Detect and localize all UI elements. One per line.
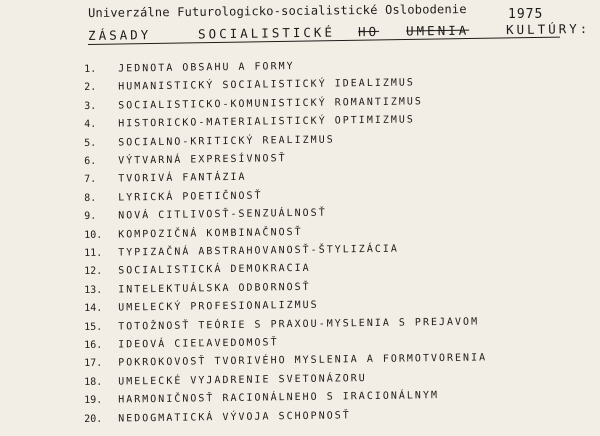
list-item xyxy=(84,293,319,315)
list-item-text: HARMONIČNOSŤ RACIONÁLNEHO S IRACIONÁLNYM xyxy=(118,390,440,406)
list-item-number: 11. xyxy=(84,247,103,259)
list-item-text: UMELECKÉ VYJADRENIE SVETONÁZORU xyxy=(118,372,367,388)
list-item xyxy=(84,403,351,423)
list-item-text: TOTOŽNOSŤ TEÓRIE S PRAXOU-MYSLENIA S PREJAVOM xyxy=(118,316,480,333)
title-part-socialisticke: SOCIALISTICKÉ xyxy=(197,24,336,42)
title-strikethrough-umenia: UMENIA xyxy=(405,22,470,39)
list-item xyxy=(84,220,303,239)
list-item-text: UMELECKÝ PROFESIONALIZMUS xyxy=(118,299,319,314)
list-item xyxy=(84,256,311,278)
list-item-text: NEDOGMATICKÁ VÝVOJA SCHOPNOSŤ xyxy=(118,409,351,425)
list-item-number: 2. xyxy=(84,82,97,94)
list-item xyxy=(84,146,287,165)
list-item-text: HISTORICKO-MATERIALISTICKÝ OPTIMIZMUS xyxy=(118,114,415,130)
list-item-text: POKROKOVOSŤ TVORIVÉHO MYSLENIA A FORMOTVORENIA xyxy=(118,352,488,369)
list-item xyxy=(84,54,295,73)
list-item-number: 6. xyxy=(84,155,97,167)
list-item-number: 17. xyxy=(84,358,103,370)
list-item xyxy=(84,108,415,129)
title-part-zasady: ZÁSADY xyxy=(88,27,152,43)
list-item-text: INTELEKTUÁLSKA ODBORNOSŤ xyxy=(118,281,311,296)
list-item xyxy=(84,366,367,386)
list-item xyxy=(84,127,335,149)
list-item-text: SOCIALISTICKO-KOMUNISTICKÝ ROMANTIZMUS xyxy=(118,96,423,112)
list-item-text: KOMPOZIČNÁ KOMBINAČNOSŤ xyxy=(118,226,303,241)
list-item xyxy=(84,330,279,349)
list-item-text: NOVÁ CITLIVOSŤ-SENZUÁLNOSŤ xyxy=(118,207,327,222)
list-item xyxy=(84,165,247,186)
list-item-number: 10. xyxy=(84,229,103,241)
list-item-number: 4. xyxy=(84,119,97,131)
list-item-text: SOCIALISTICKÁ DEMOKRACIA xyxy=(118,263,311,277)
title-strikethrough-ho: HO xyxy=(357,23,380,40)
list-item-text: IDEOVÁ CIEĽAVEDOMOSŤ xyxy=(118,337,279,351)
list-item-number: 5. xyxy=(84,137,97,149)
list-item-number: 1. xyxy=(84,63,97,75)
title-part-kultury: KULTÚRY: xyxy=(505,20,591,38)
list-item xyxy=(84,183,263,204)
list-item-number: 12. xyxy=(84,266,103,278)
list-item-number: 9. xyxy=(84,211,97,223)
list-item-text: TVORIVÁ FANTÁZIA xyxy=(118,172,247,185)
list-item-number: 8. xyxy=(84,192,97,204)
list-item-number: 15. xyxy=(84,321,103,333)
list-item xyxy=(84,383,440,407)
list-item-text: SOCIALNO-KRITICKÝ REALIZMUS xyxy=(118,134,335,149)
list-item xyxy=(84,237,399,257)
list-item-number: 7. xyxy=(84,174,97,186)
list-item-number: 14. xyxy=(84,302,103,315)
list-item-text: LYRICKÁ POETIČNOSŤ xyxy=(118,190,263,204)
list-item-text: VÝTVARNÁ EXPRESÍVNOSŤ xyxy=(118,153,287,167)
list-item-number: 19. xyxy=(84,394,103,407)
list-item-number: 18. xyxy=(84,376,103,388)
list-item-number: 13. xyxy=(84,284,103,296)
list-item-number: 3. xyxy=(84,100,97,112)
list-item xyxy=(84,71,415,92)
document-year: 1975 xyxy=(508,7,544,22)
list-item-text: HUMANISTICKÝ SOCIALISTICKÝ IDEALIZMUS xyxy=(118,77,415,93)
list-item xyxy=(84,201,327,223)
list-item-text: JEDNOTA OBSAHU A FORMY xyxy=(118,61,295,75)
list-item-number: 20. xyxy=(84,413,103,425)
list-item xyxy=(84,275,311,294)
list-item-text: TYPIZAČNÁ ABSTRAHOVANOSŤ-ŠTYLIZÁCIA xyxy=(118,243,399,259)
list-item-number: 16. xyxy=(84,339,103,351)
document-title xyxy=(88,20,591,48)
document-header: Univerzálne Futurologicko-socialistické Oslobodenie xyxy=(88,2,467,20)
